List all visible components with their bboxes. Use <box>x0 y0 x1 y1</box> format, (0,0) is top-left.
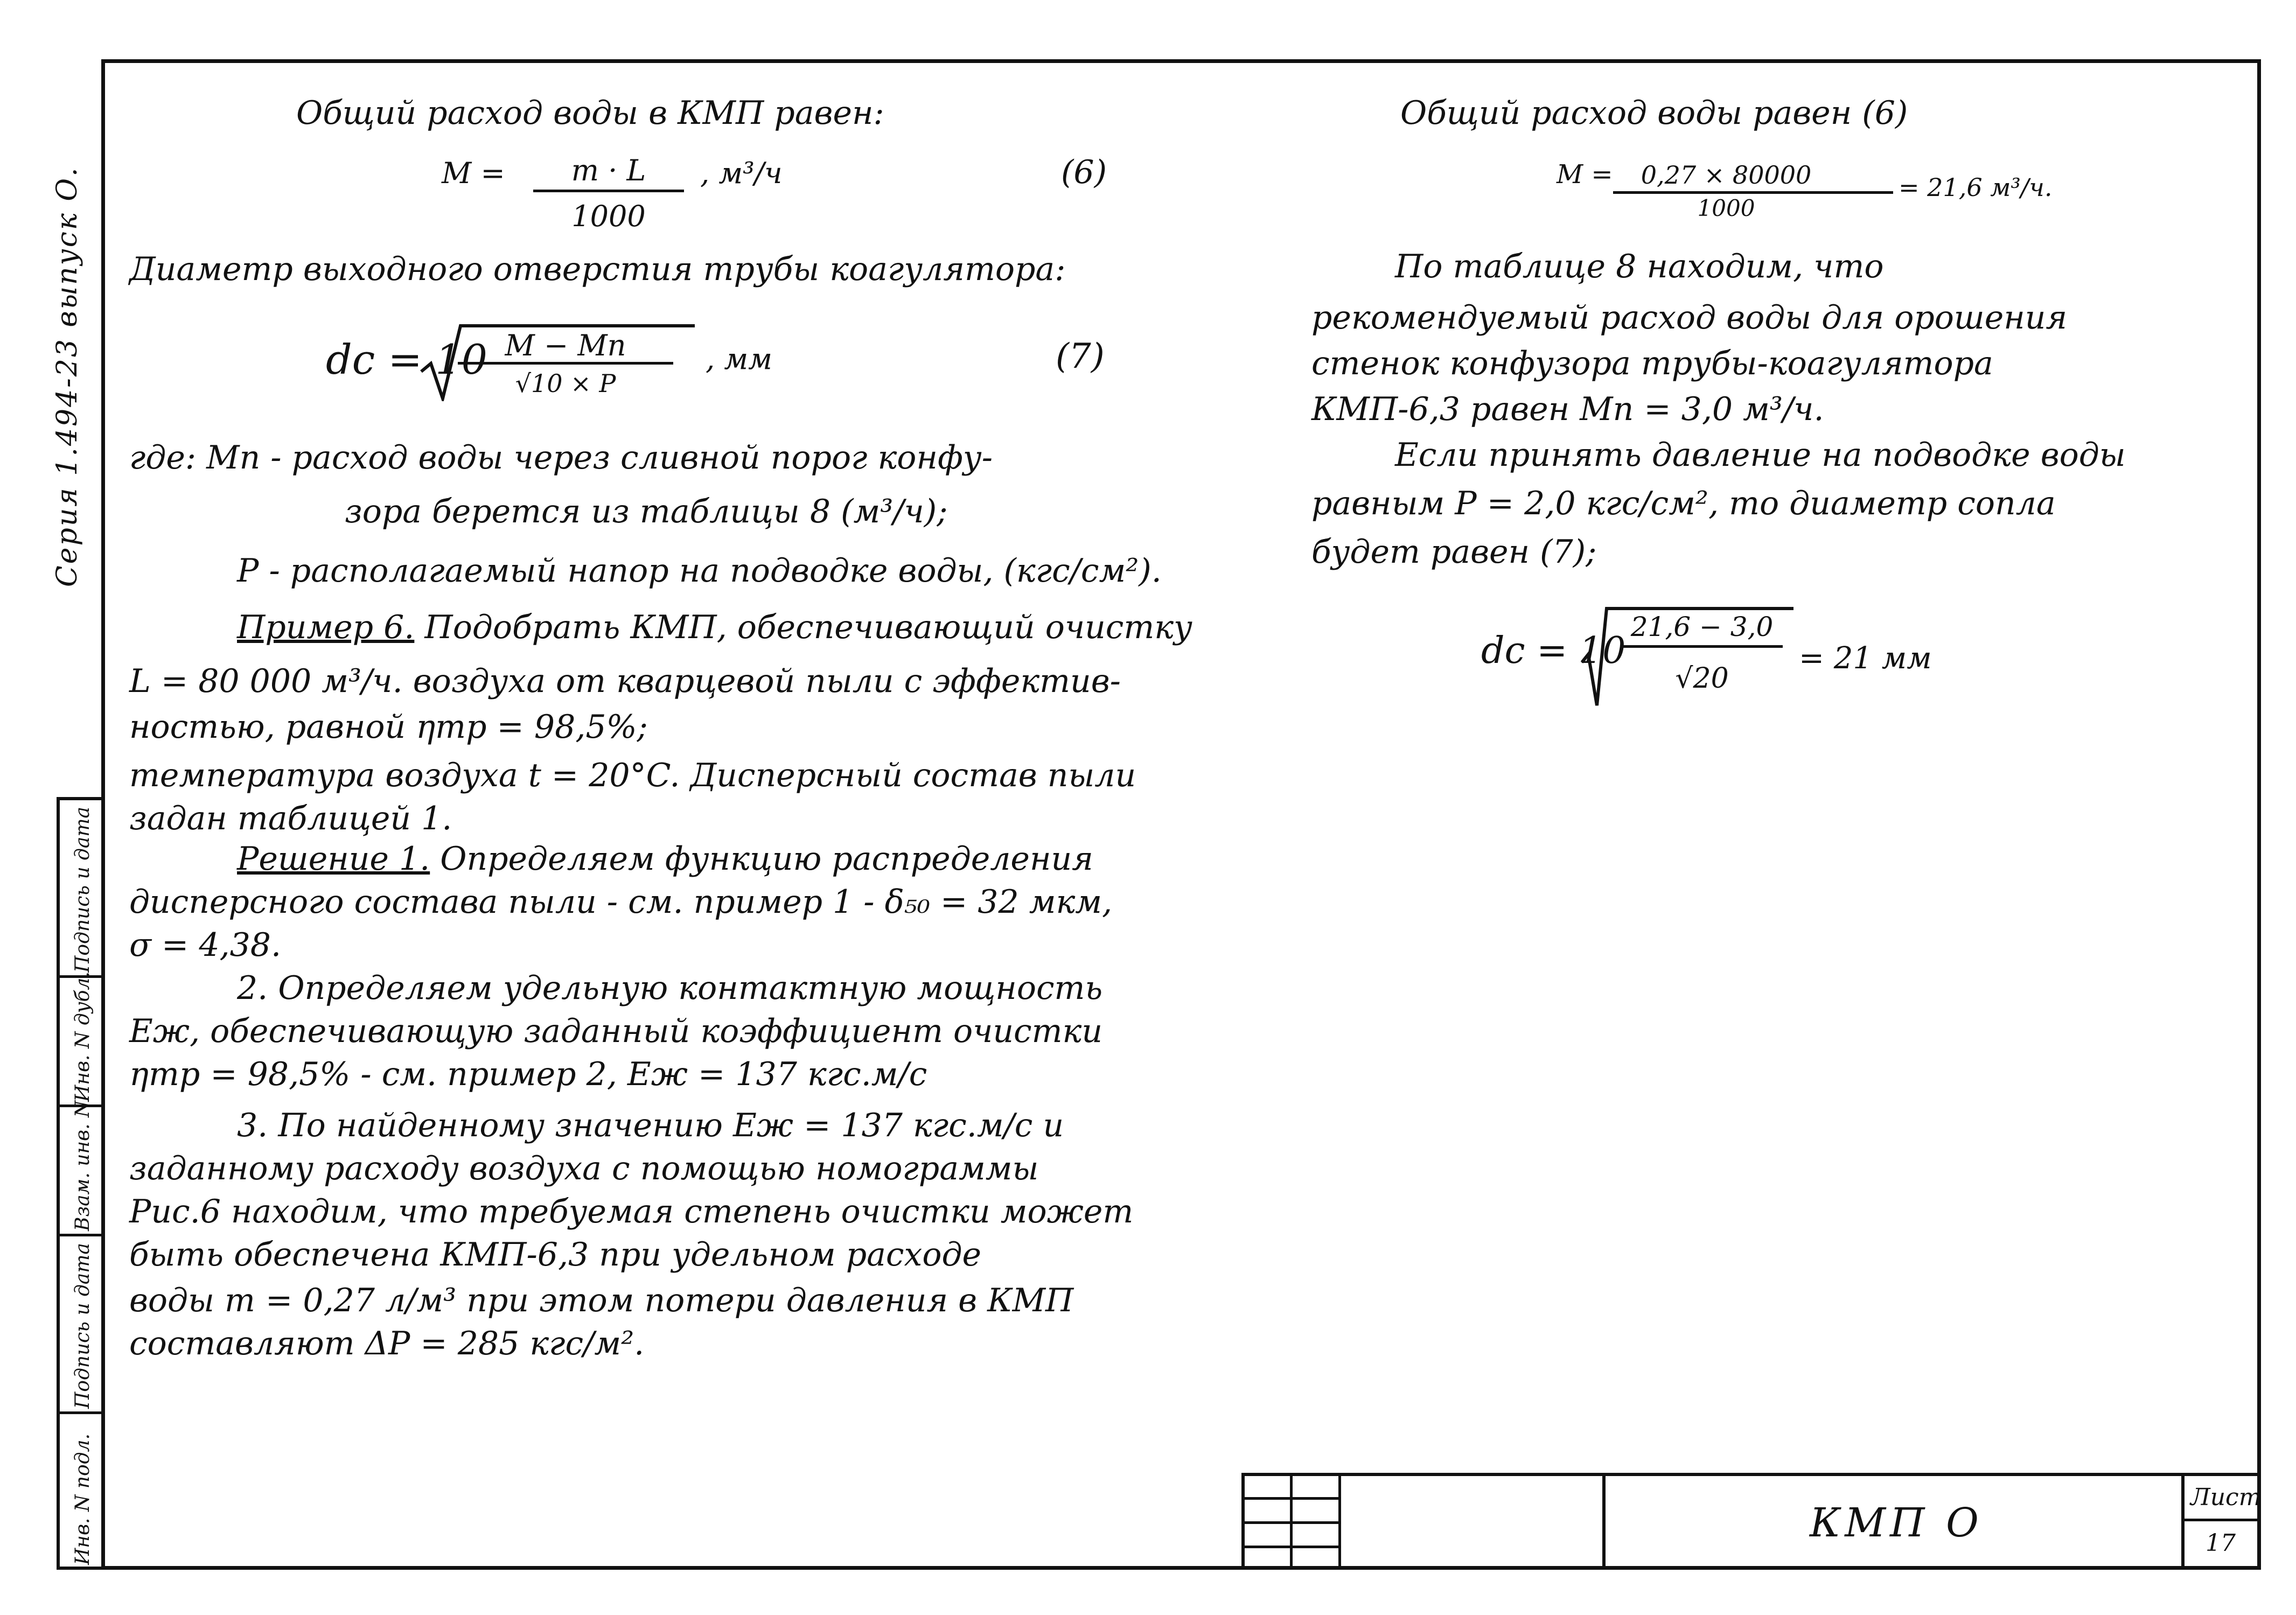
text-line: По таблице 8 находим, что <box>1395 248 1884 285</box>
fraction-bar <box>1613 191 1893 194</box>
solution-heading: Решение 1. <box>237 840 430 878</box>
formula-result: = 21 мм <box>1799 641 1932 676</box>
text-line: Общий расход воды в КМП равен: <box>296 94 884 132</box>
text-line: заданному расходу воздуха с помощью номограммы <box>129 1150 1039 1187</box>
text-line: составляют ΔP = 285 кгс/м². <box>129 1325 645 1362</box>
text-span: Подобрать КМП, обеспечивающий очистку <box>414 609 1192 646</box>
formula-numerator: 21,6 − 3,0 <box>1630 611 1774 642</box>
formula-lhs: dc = 10 <box>326 335 487 383</box>
formula-result: = 21,6 м³/ч. <box>1899 173 2053 202</box>
formula-lhs: dc = 10 <box>1481 630 1626 672</box>
formula-numerator: m · L <box>571 153 646 187</box>
text-line: температура воздуха t = 20°C. Дисперсный состав пыли <box>129 757 1136 794</box>
formula-denominator: 1000 <box>571 199 646 233</box>
equation-number: (7) <box>1056 337 1105 376</box>
text-line: дисперсного состава пыли - см. пример 1 - δ₅₀ = 32 мкм, <box>129 883 1113 921</box>
formula-unit: , м³/ч <box>700 156 783 190</box>
text-line: равным P = 2,0 кгс/см², то диаметр сопла <box>1311 485 2056 522</box>
example-heading: Пример 6. <box>237 609 415 646</box>
text-line: Диаметр выходного отверстия трубы коагулятора: <box>129 250 1066 288</box>
fraction-bar <box>1621 645 1783 648</box>
text-line: ηтр = 98,5% - см. пример 2, Eж = 137 кгс.м/с <box>129 1055 927 1093</box>
text-span: Определяем функцию распределения <box>430 840 1093 878</box>
text-line: быть обеспечена КМП-6,3 при удельном расходе <box>129 1236 982 1274</box>
equation-number: (6) <box>1061 153 1107 191</box>
formula-unit: , мм <box>706 342 772 376</box>
stamp-label: Инв. N подл. <box>72 1434 94 1565</box>
text-line: будет равен (7); <box>1311 533 1597 571</box>
fraction-bar <box>458 362 673 365</box>
text-line: КМП-6,3 равен Mп = 3,0 м³/ч. <box>1311 390 1824 428</box>
text-line: Рис.6 находим, что требуемая степень очистки может <box>129 1193 1134 1231</box>
text-line: зора берется из таблицы 8 (м³/ч); <box>345 493 948 530</box>
text-line: P - располагаемый напор на подводке воды, (кгс/см²). <box>237 552 1162 590</box>
text-line: где: Mп - расход воды через сливной порог конфу- <box>129 439 993 477</box>
formula-lhs: M = <box>442 156 505 190</box>
text-line: задан таблицей 1. <box>129 800 452 837</box>
stamp-cell-replace-inv <box>60 1100 105 1236</box>
text-line: L = 80 000 м³/ч. воздуха от кварцевой пыли с эффектив- <box>129 662 1121 700</box>
grid-line <box>1290 1473 1293 1570</box>
grid-line <box>2181 1519 2261 1521</box>
text-line: 2. Определяем удельную контактную мощность <box>237 969 1103 1007</box>
text-line: 3. По найденному значению Eж = 137 кгс.м/с и <box>237 1107 1064 1144</box>
text-line: Общий расход воды равен (6) <box>1400 94 1908 132</box>
approval-stamp-strip <box>57 797 105 1570</box>
text-line: рекомендуемый расход воды для орошения <box>1311 299 2068 337</box>
text-line: воды m = 0,27 л/м³ при этом потери давления в КМП <box>129 1282 1074 1319</box>
text-line: ностью, равной ηтр = 98,5%; <box>129 708 648 746</box>
stamp-cell-signature-date-2 <box>60 1236 105 1414</box>
grid-line <box>1338 1473 1341 1570</box>
formula-denominator: 1000 <box>1697 195 1755 221</box>
stamp-label: Подпись и дата <box>72 807 94 973</box>
stamp-label: Взам. инв. N <box>72 1100 94 1231</box>
stamp-label: Подпись и дата <box>72 1243 94 1409</box>
sheet-number: 17 <box>2206 1529 2236 1557</box>
text-line: стенок конфузора трубы-коагулятора <box>1311 345 1993 382</box>
formula-lhs: M = <box>1557 159 1613 190</box>
formula-denominator: √20 <box>1675 662 1729 695</box>
text-line: Eж, обеспечивающую заданный коэффициент очистки <box>129 1012 1103 1050</box>
document-code: КМП О <box>1810 1500 1983 1546</box>
stamp-label: Инв. N дубл. <box>72 971 94 1102</box>
text-line: Если принять давление на подводке воды <box>1395 436 2126 474</box>
fraction-bar <box>533 190 684 192</box>
stamp-cell-orig-inv <box>60 1414 105 1570</box>
text-line <box>237 840 1093 878</box>
grid-line <box>2181 1473 2185 1570</box>
stamp-cell-dup-inv <box>60 971 105 1107</box>
title-block <box>1241 1473 2261 1570</box>
formula-denominator: √10 × P <box>515 369 616 398</box>
formula-numerator: M − Mп <box>505 328 626 362</box>
text-line: σ = 4,38. <box>129 926 282 964</box>
stamp-cell-signature-date-1 <box>60 800 105 978</box>
sheet-label: Лист <box>2190 1484 2262 1511</box>
text-line <box>237 611 1192 644</box>
series-label: Серия 1.494-23 выпуск О. <box>51 166 83 587</box>
title-block-border <box>1241 1473 2261 1570</box>
formula-numerator: 0,27 × 80000 <box>1641 160 1812 190</box>
grid-line <box>1602 1473 1606 1570</box>
